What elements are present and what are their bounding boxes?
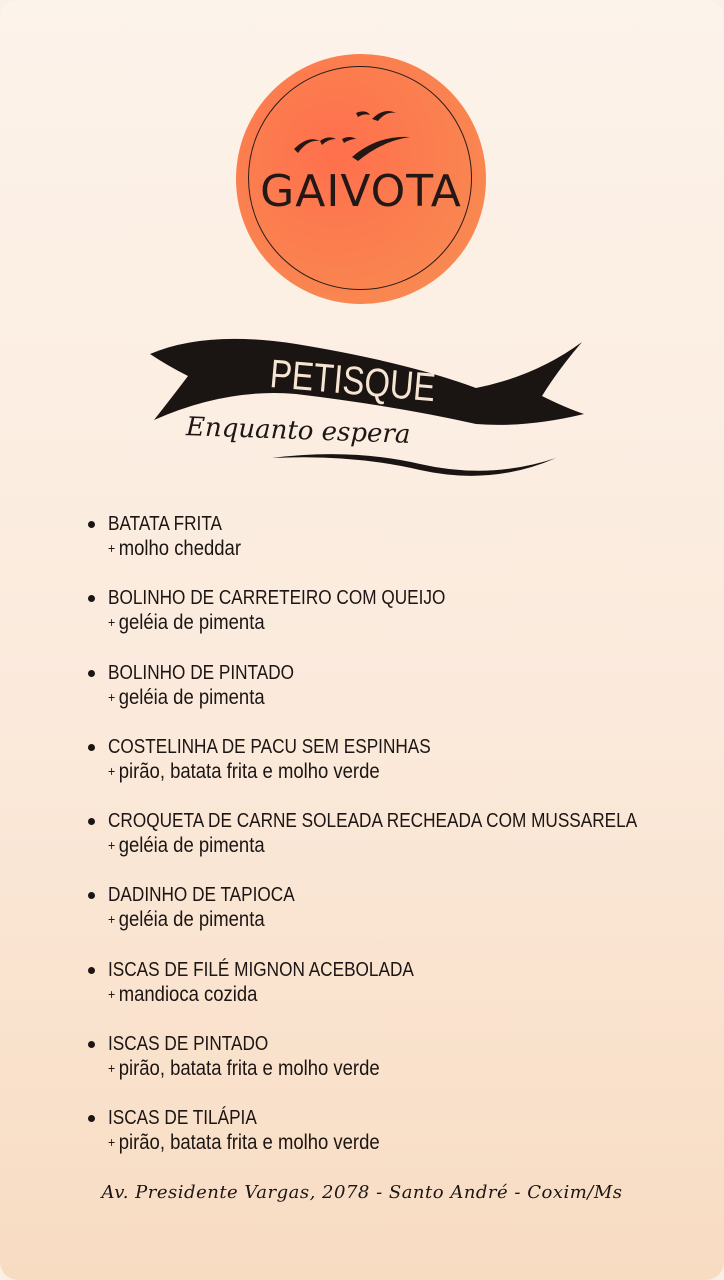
item-side: + mandioca cozida (108, 982, 258, 1006)
item-side: + pirão, batata frita e molho verde (108, 1131, 380, 1155)
section-subtitle: Enquanto espera (185, 412, 411, 450)
logo-wordmark: GAIVOTA (260, 166, 462, 217)
item-side: + geléia de pimenta (108, 685, 265, 709)
item-side: + geléia de pimenta (108, 834, 265, 858)
seagulls-icon (286, 99, 426, 169)
item-name: DADINHO DE TAPIOCA (108, 884, 295, 907)
item-name: BOLINHO DE PINTADO (108, 661, 295, 684)
item-name: CROQUETA DE CARNE SOLEADA RECHEADA COM MUSSARELA (108, 810, 638, 833)
section-title: PETISQUE (268, 352, 438, 411)
item-name: COSTELINHA DE PACU SEM ESPINHAS (108, 735, 431, 758)
bullet-icon (88, 967, 95, 974)
menu-item (86, 1106, 706, 1180)
bullet-icon (88, 521, 95, 528)
item-side: + pirão, batata frita e molho verde (108, 1057, 380, 1081)
bullet-icon (88, 892, 95, 899)
bullet-icon (88, 1115, 95, 1122)
item-side: + pirão, batata frita e molho verde (108, 759, 380, 783)
bullet-icon (88, 744, 95, 751)
item-name: ISCAS DE FILÉ MIGNON ACEBOLADA (108, 958, 414, 981)
item-name: BATATA FRITA (108, 513, 223, 535)
decorative-swash (270, 446, 560, 486)
item-name: ISCAS DE TILÁPIA (108, 1107, 257, 1130)
item-side: + molho cheddar (108, 537, 241, 560)
item-side: + geléia de pimenta (108, 908, 265, 932)
menu-item (86, 1032, 706, 1106)
item-side: + geléia de pimenta (108, 611, 265, 635)
menu-item (86, 735, 706, 809)
gaivota-logo (236, 54, 486, 304)
bullet-icon (88, 818, 95, 825)
address-footer: Av. Presidente Vargas, 2078 - Santo André - Coxim/Ms (101, 1182, 623, 1203)
bullet-icon (88, 1041, 95, 1048)
menu-item (86, 883, 706, 957)
menu-item (86, 809, 706, 883)
menu-item (86, 586, 706, 660)
bullet-icon (88, 670, 95, 677)
item-name: BOLINHO DE CARRETEIRO COM QUEIJO (108, 587, 446, 610)
menu-item (86, 958, 706, 1032)
menu-item (86, 661, 706, 735)
bullet-icon (88, 595, 95, 602)
item-name: ISCAS DE PINTADO (108, 1033, 269, 1056)
menu-item (86, 512, 706, 586)
menu-list (86, 512, 706, 1181)
